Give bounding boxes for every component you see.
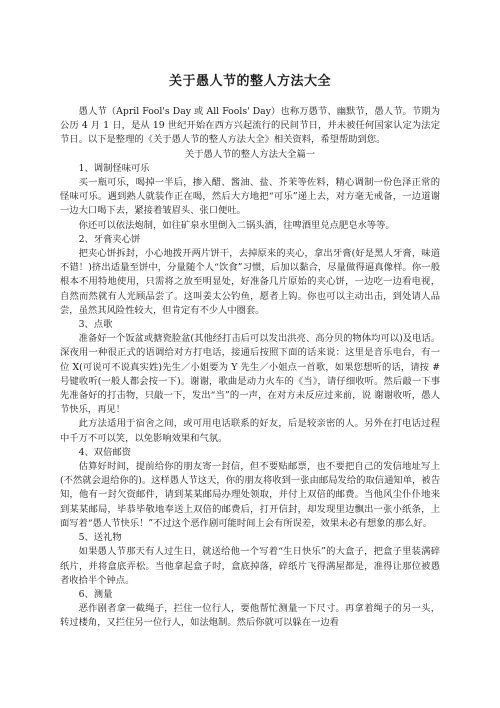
document-title: 关于愚人节的整人方法大全 — [168, 74, 331, 89]
section-5-paragraph-1: 如果愚人节那天有人过生日，就送给他一个写着“生日快乐”的大盒子，把盒子里装满碎纸片，并将盒底弄松。当他拿起盒子时，盒底掉落，碎纸片飞得满屋都是，准得让那位被愚者收拾半个钟点。 — [60, 546, 440, 586]
section-1-paragraph-2: 你还可以依法炮制，如往矿泉水里倒入二锅头酒，往啤酒里兑点肥皂水等等。 — [78, 219, 395, 231]
section-subtitle: 关于愚人节的整人方法大全篇一 — [184, 148, 316, 160]
section-heading-3: 3、点歌 — [78, 319, 113, 331]
section-3-paragraph-2: 此方法适用于宿舍之间，或可用电话联系的好友，后是较亲密的人。另外在打电话过程中千万不可以笑，以免影响效果和气氛。 — [60, 418, 440, 444]
section-heading-6: 6、测量 — [78, 588, 113, 600]
section-heading-2: 2、牙膏夹心饼 — [78, 233, 141, 245]
section-3-paragraph-1: 准备好一个饭盆或搪瓷脸盆(其他经打击后可以发出洪亮、高分贝的物体均可以)及电话。深夜用一种很正式的语调给对方打电话，接通后按照下面的话来说：这里是音乐电台，有一位 X(可说可不说真实姓)先生／小姐要为 Y 先生／小姐点一首歌，如果您想听的话，请按 # 号键收听(一般人都会按一下)。谢谢，歌曲是动力火车的《当》，请仔细收听。然后敲一下事先准备好的打击物，只敲一下，发出“当”的一声，在对方未反应过来前，说 谢谢收听，愚人节快乐，再见！ — [60, 333, 440, 416]
document-body — [60, 105, 440, 631]
section-heading-5: 5、送礼物 — [78, 532, 122, 544]
section-6-paragraph-1: 恶作剧者拿一截绳子，拦住一位行人，要他帮忙测量一下尺寸。再拿着绳子的另一头，转过楼角，又拦住另一位行人，如法炮制。然后你就可以躲在一边看 — [60, 603, 440, 629]
intro-paragraph: 愚人节（April Fool's Day 或 All Fools' Day）也称万愚节、幽默节，愚人节。节期为公历 4 月 1 日，是从 19 世纪开始在西方兴起流行的民间节日，并未被任何国家认定为法定节日。以下是整理的《关于愚人节的整人方法大全》相关资料，希望帮助到您。 — [60, 106, 440, 146]
section-heading-4: 4、双倍邮资 — [78, 446, 131, 458]
section-2-paragraph-1: 把夹心饼拆封，小心地拨开两片饼干，去掉原来的夹心，拿出牙膏(好是黑人牙膏，味道不错！)挤出适量至饼中，分量随个人“饮食”习惯，后加以黏合，尽量做得逼真像样。你一般根本不用特地使用，只需将之放至明显处，好准备几片原始的夹心饼，一边吃一边看电视，自然而然就有人光顾品尝了。这叫姜太公钓鱼，愿者上钩。你也可以主动出击，到处请人品尝，虽然其风险性较大，但肯定有不少人中圈套。 — [60, 248, 440, 316]
section-4-paragraph-1: 估算好时间，提前给你的朋友寄一封信，但不要贴邮票，也不要把自己的发信地址写上(不然就会退给你的)。这样愚人节这天，你的朋友将收到一张由邮局发给的取信通知单，被告知，他有一封欠资邮件，请到某某邮局办理处领取，并付上双倍的邮费。当他风尘仆仆地来到某某邮局，毕恭毕敬地奉送上双倍的邮费后，打开信封，却发现里边飘出一张小纸条，上面写着“愚人节快乐！”不过这个恶作剧可能时间上会有所误差，效果未必有想象的那么好。 — [60, 461, 440, 529]
section-heading-1: 1、调制怪味可乐 — [78, 162, 150, 174]
section-1-paragraph-1: 买一瓶可乐，喝掉一半后，掺入醋、酱油、盐、芥茉等佐料，精心调制一份色泽正常的怪味可乐。遇到熟人就装作正在喝，然后大方地把“可乐”递上去，对方毫无戒备，一边道谢一边大口喝下去，紧接着皱眉头、张口便吐。 — [60, 177, 440, 217]
